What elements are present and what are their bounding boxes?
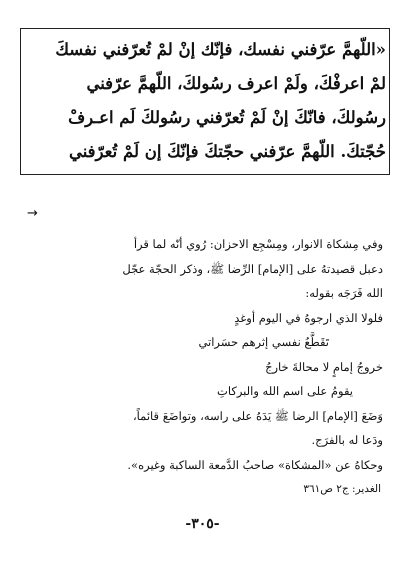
- boxed-supplication: [26, 33, 386, 169]
- body-line: ودَعا له بالفرَج.: [311, 433, 383, 447]
- body-line: وحكاهُ عن «المشكاة» صاحبُ الدَّمعة الساكبة وغيره».: [127, 457, 383, 472]
- continuation-arrow: →: [27, 206, 38, 221]
- body-line: الله فَرَجَه بقوله:: [305, 286, 383, 300]
- poem-line: فلولا الذي ارجوهُ في اليوم أوغدٍ: [234, 310, 383, 325]
- body-line: وَضَعَ [الإمام] الرضا ﷺ يَدَهُ على راسه، وتواضَعَ قائماً،: [132, 408, 383, 423]
- poem-line: تَقَطَّعُ نفسي إثرهم حسَراتي: [198, 335, 329, 349]
- source-reference: الغدير: ج٢ ص٣٦١: [303, 483, 381, 495]
- body-line: دعبل قصيدتهُ على [الإمام] الرِّضا ﷺ، وذكر الحجّة عجّل: [122, 261, 383, 276]
- box-line: لمْ اعرفْكَ، ولَمْ اعرف رسُولكَ، اللّهمَّ عرّفني: [86, 74, 386, 93]
- poem-line: خروجُ إمامٍ لا محالةَ خارجُ: [265, 359, 383, 374]
- box-line: «اللّهمَّ عرّفني نفسك، فإنّك إنْ لمْ تُعرّفني نفسكَ: [55, 40, 386, 59]
- poem-line: يقومُ على اسم الله والبركاتِ: [217, 384, 353, 398]
- box-line: حُجّتكَ. اللّهمَّ عرّفني حجّتكَ فإنّكَ إن لَمْ تُعرّفني: [68, 142, 386, 161]
- body-text: [31, 232, 383, 477]
- box-line: رسُولكَ، فانّكَ إنْ لَمْ تُعرّفني رسُولكَ لَم اعـرفْ: [68, 108, 386, 127]
- page-number: -٣٠٥-: [185, 516, 220, 532]
- body-line: وفي مِشكاة الانوار، ومِسْجِع الاحزان: رُوي أنّه لما قرأ: [133, 237, 383, 251]
